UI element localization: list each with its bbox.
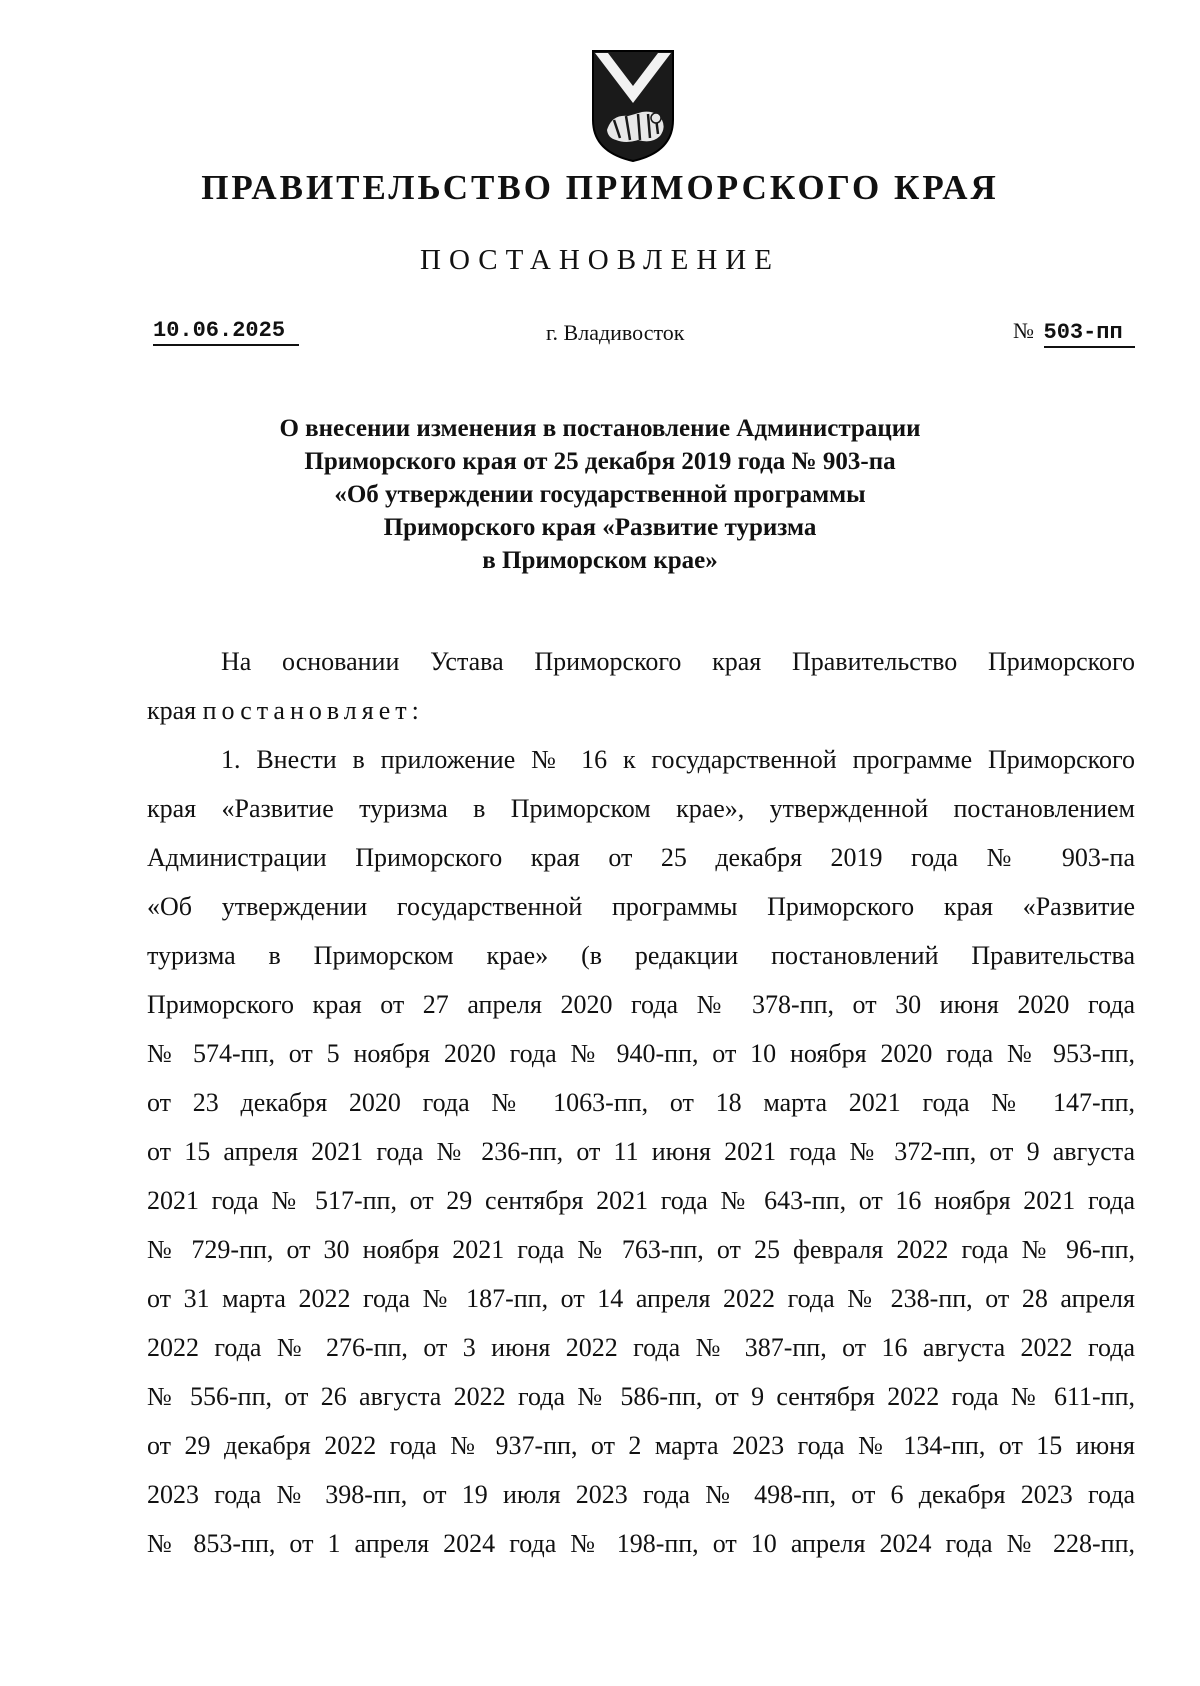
document-body <box>147 637 1135 1568</box>
document-number-value: 503-пп <box>1044 320 1135 348</box>
body-text-fragment: края <box>147 696 197 725</box>
body-line: от 15 апреля 2021 года № 236-пп, от 11 июня 2021 года № 372-пп, от 9 августа <box>147 1137 1135 1166</box>
document-subject <box>0 412 1200 577</box>
body-line: 2022 года № 276-пп, от 3 июня 2022 года № 387-пп, от 16 августа 2022 года <box>147 1333 1135 1362</box>
body-line: 1. Внести в приложение № 16 к государственной программе Приморского <box>221 745 1135 774</box>
government-title: ПРАВИТЕЛЬСТВО ПРИМОРСКОГО КРАЯ <box>201 168 999 207</box>
document-number <box>1013 318 1135 348</box>
body-line: от 29 декабря 2022 года № 937-пп, от 2 марта 2023 года № 134-пп, от 15 июня <box>147 1431 1135 1460</box>
subject-line: «Об утверждении государственной программы <box>334 481 866 508</box>
body-line: «Об утверждении государственной программы Приморского края «Развитие <box>147 892 1135 921</box>
document-city: г. Владивосток <box>546 320 685 345</box>
body-line: № 556-пп, от 26 августа 2022 года № 586-пп, от 9 сентября 2022 года № 611-пп, <box>147 1382 1135 1411</box>
body-line <box>147 686 1135 735</box>
body-line: туризма в Приморском крае» (в редакции постановлений Правительства <box>147 941 1135 970</box>
document-type: ПОСТАНОВЛЕНИЕ <box>420 244 780 276</box>
body-line: Приморского края от 27 апреля 2020 года № 378-пп, от 30 июня 2020 года <box>147 990 1135 1019</box>
body-line: от 23 декабря 2020 года № 1063-пп, от 18 марта 2021 года № 147-пп, <box>147 1088 1135 1117</box>
subject-line: О внесении изменения в постановление Администрации <box>279 415 921 442</box>
body-line: 2021 года № 517-пп, от 29 сентября 2021 года № 643-пп, от 16 ноября 2021 года <box>147 1186 1135 1215</box>
body-line: № 729-пп, от 30 ноября 2021 года № 763-пп, от 25 февраля 2022 года № 96-пп, <box>147 1235 1135 1264</box>
body-line: 2023 года № 398-пп, от 19 июля 2023 года № 498-пп, от 6 декабря 2023 года <box>147 1480 1135 1509</box>
body-line: от 31 марта 2022 года № 187-пп, от 14 апреля 2022 года № 238-пп, от 28 апреля <box>147 1284 1135 1313</box>
body-line: Администрации Приморского края от 25 декабря 2019 года № 903-па <box>147 843 1135 872</box>
subject-line: Приморского края «Развитие туризма <box>383 514 817 541</box>
document-date: 10.06.2025 <box>153 318 299 346</box>
subject-line: в Приморском крае» <box>482 547 718 574</box>
body-line: № 853-пп, от 1 апреля 2024 года № 198-пп, от 10 апреля 2024 года № 228-пп, <box>147 1529 1135 1558</box>
body-line: края «Развитие туризма в Приморском крае», утвержденной постановлением <box>147 794 1135 823</box>
document-number-label: № <box>1013 318 1034 343</box>
body-line: № 574-пп, от 5 ноября 2020 года № 940-пп, от 10 ноября 2020 года № 953-пп, <box>147 1039 1135 1068</box>
subject-line: Приморского края от 25 декабря 2019 года № 903-па <box>304 448 896 475</box>
resolves-word: постановляет: <box>202 696 424 725</box>
body-line: На основании Устава Приморского края Правительство Приморского <box>221 647 1135 676</box>
primorsky-krai-coat-of-arms-icon <box>590 48 676 164</box>
